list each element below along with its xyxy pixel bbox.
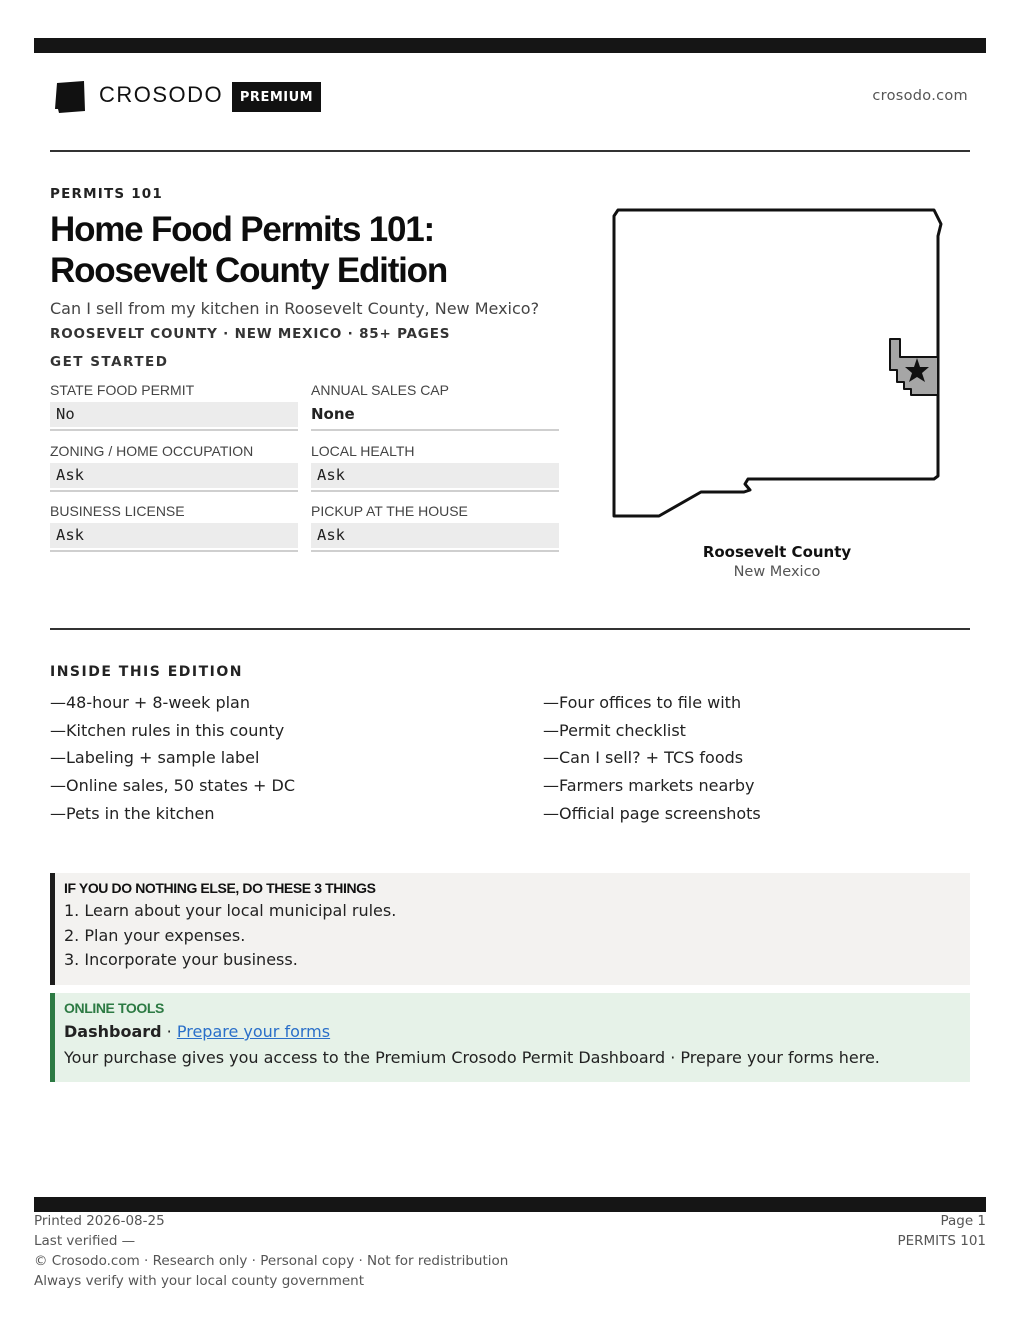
title-line-1: Home Food Permits 101: — [50, 210, 434, 249]
cell-rule — [311, 550, 559, 552]
list-item: —Permit checklist — [543, 720, 686, 740]
list-item: —Can I sell? + TCS foods — [543, 748, 744, 768]
cell-rule — [311, 429, 559, 431]
cell-label: PICKUP AT THE HOUSE — [311, 503, 468, 519]
callout-item: 3. Incorporate your business. — [64, 950, 298, 969]
list-item: —48-hour + 8-week plan — [50, 693, 250, 712]
map-state-name: New Mexico — [733, 564, 821, 580]
page-number: Page 1 — [940, 1213, 986, 1229]
last-verified: Last verified — — [34, 1233, 136, 1249]
separator: · — [161, 1022, 177, 1041]
pickup-at-house-cell — [311, 503, 559, 553]
tools-dashboard-line — [64, 1019, 970, 1045]
section-eyebrow: PERMITS 101 — [50, 186, 163, 202]
online-tools-box — [50, 993, 970, 1082]
cell-rule — [50, 550, 298, 552]
state-map — [610, 206, 946, 522]
cell-value: Ask — [311, 463, 559, 488]
site-url[interactable]: crosodo.com — [872, 88, 968, 104]
list-item: —Official page screenshots — [543, 803, 761, 823]
printed-date: Printed 2026-08-25 — [34, 1213, 165, 1229]
copyright-notice: © Crosodo.com · Research only · Personal copy · Not for redistribution — [34, 1253, 509, 1269]
list-item: —Online sales, 50 states + DC — [50, 776, 296, 796]
footer-left — [34, 1211, 508, 1291]
local-health-cell — [311, 443, 559, 493]
callout-item: 1. Learn about your local municipal rules. — [64, 901, 397, 920]
contents-list-left — [50, 689, 295, 828]
list-item: —Farmers markets nearby — [543, 776, 755, 796]
map-county-name: Roosevelt County — [702, 543, 852, 561]
cell-label: LOCAL HEALTH — [311, 443, 415, 459]
edition-meta: ROOSEVELT COUNTY · NEW MEXICO · 85+ PAGES — [50, 326, 451, 342]
logo-icon — [54, 80, 86, 114]
callout-item: 2. Plan your expenses. — [64, 925, 246, 945]
annual-sales-cap-cell — [311, 382, 559, 432]
page-title — [50, 209, 590, 291]
cell-rule — [50, 429, 298, 431]
premium-badge: PREMIUM — [232, 82, 321, 112]
list-item: —Kitchen rules in this county — [50, 720, 285, 740]
cell-value: Ask — [50, 463, 298, 488]
cell-label: BUSINESS LICENSE — [50, 503, 185, 519]
cell-rule — [311, 490, 559, 492]
bottom-bar — [34, 1197, 986, 1212]
page-subtitle: Can I sell from my kitchen in Roosevelt County, New Mexico? — [50, 299, 540, 318]
cell-label: STATE FOOD PERMIT — [50, 382, 195, 398]
tools-title: ONLINE TOOLS — [64, 1000, 164, 1016]
callout-title: IF YOU DO NOTHING ELSE, DO THESE 3 THINGS — [64, 880, 376, 896]
list-item: —Pets in the kitchen — [50, 803, 215, 823]
header-divider — [50, 150, 970, 152]
prepare-forms-link[interactable]: Prepare your forms — [176, 1022, 331, 1041]
dashboard-label: Dashboard — [64, 1022, 162, 1041]
three-things-callout — [50, 873, 970, 985]
state-food-permit-cell — [50, 382, 298, 432]
list-item: —Labeling + sample label — [50, 748, 260, 768]
cell-label: ANNUAL SALES CAP — [311, 382, 449, 398]
cell-value: None — [311, 405, 355, 423]
cell-value: Ask — [50, 523, 298, 548]
tools-description: Your purchase gives you access to the Premium Crosodo Permit Dashboard · Prepare your forms here. — [64, 1048, 880, 1067]
cell-value: No — [50, 402, 298, 427]
footer-section: PERMITS 101 — [897, 1233, 986, 1249]
verify-note: Always verify with your local county government — [34, 1273, 364, 1289]
contents-list-right — [543, 689, 761, 828]
list-item: —Four offices to file with — [543, 693, 742, 712]
brand-name: CROSODO — [99, 82, 224, 107]
business-license-cell — [50, 503, 298, 553]
get-started-heading: GET STARTED — [50, 354, 169, 370]
cell-rule — [50, 490, 298, 492]
section-divider — [50, 628, 970, 630]
zoning-cell — [50, 443, 298, 493]
top-bar — [34, 38, 986, 53]
title-line-2: Roosevelt County Edition — [50, 251, 448, 290]
inside-heading: INSIDE THIS EDITION — [50, 664, 243, 680]
cell-value: Ask — [311, 523, 559, 548]
footer-right — [897, 1211, 986, 1251]
cell-label: ZONING / HOME OCCUPATION — [50, 443, 254, 459]
